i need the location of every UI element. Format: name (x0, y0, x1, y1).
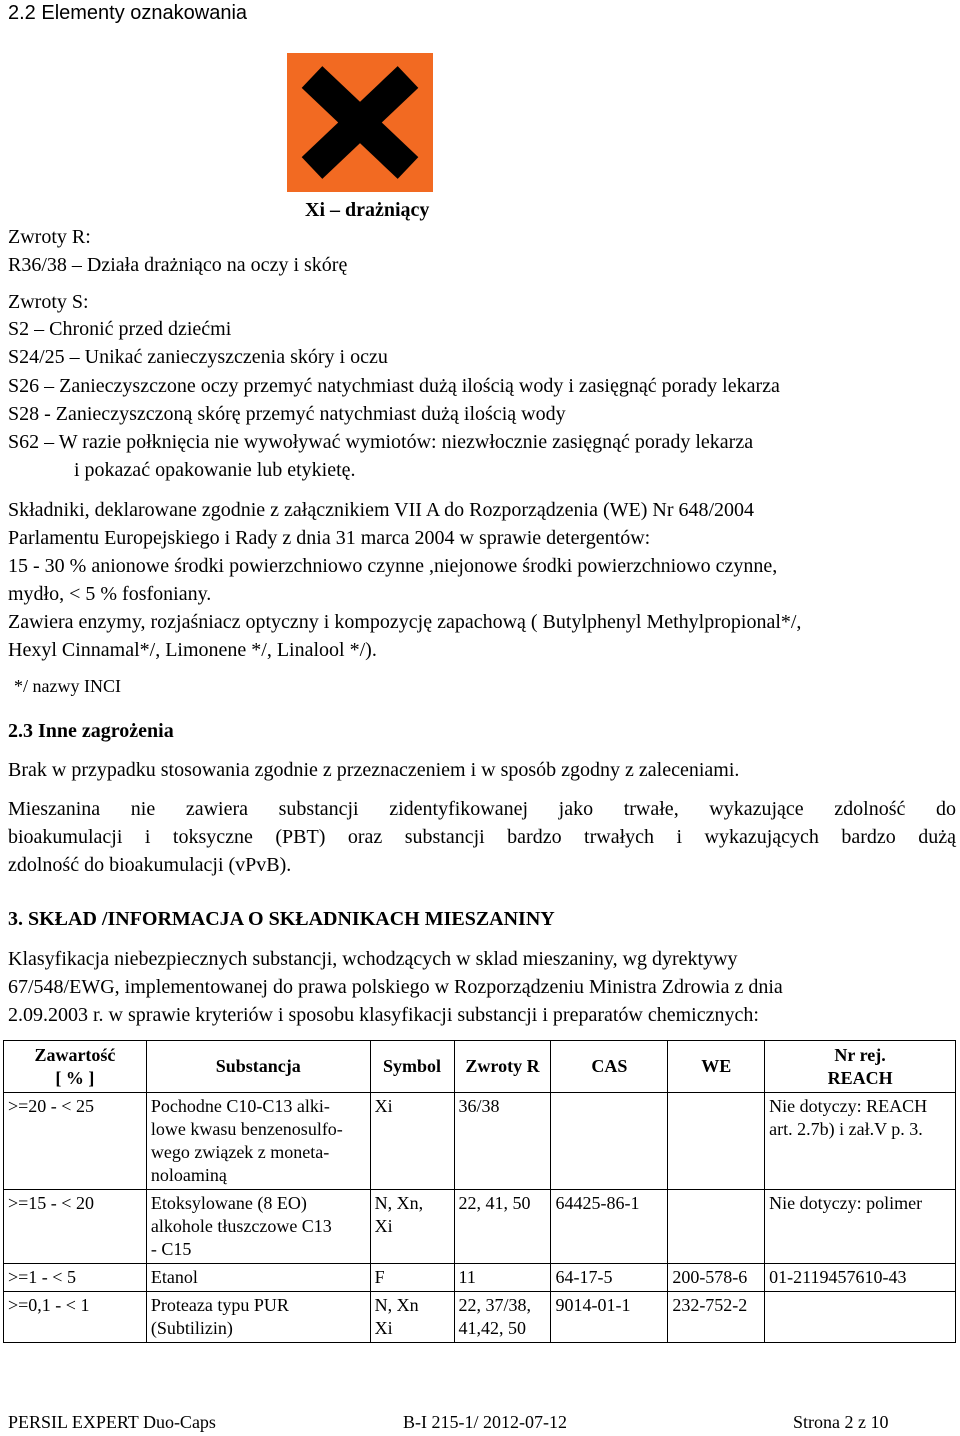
table-header-row (4, 1041, 956, 1093)
header-content (4, 1041, 147, 1093)
substance-line: Etanol (150, 1267, 198, 1287)
cell-r-phrases (454, 1264, 551, 1292)
section-title-2-2: 2.2 Elementy oznakowania (8, 2, 248, 24)
cell-symbol (370, 1264, 454, 1292)
header-cas: CAS (551, 1041, 668, 1093)
ingredients-line: Składniki, deklarowane zgodnie z załącznikiem VII A do Rozporządzenia (WE) Nr 648/2004 (8, 499, 755, 521)
cell-substance (146, 1264, 370, 1292)
cell-we: 200-578-6 (668, 1264, 765, 1292)
cell-substance (146, 1190, 370, 1264)
substance-line: wego związek z moneta- (150, 1142, 330, 1162)
footer-doc-ref: B-I 215-1/ 2012-07-12 (403, 1412, 567, 1432)
header-content-unit: [ % ] (55, 1067, 95, 1088)
symbol-line: N, Xn, (374, 1193, 424, 1213)
cell-reach (765, 1264, 956, 1292)
header-symbol: Symbol (370, 1041, 454, 1093)
cell-content: >=15 - < 20 (4, 1190, 147, 1264)
ingredients-line: 15 - 30 % anionowe środki powierzchniowo czynne ,niejonowe środki powierzchniowo czynne, (8, 555, 778, 577)
ingredients-line: Zawiera enzymy, rozjaśniacz optyczny i kompozycję zapachową ( Butylphenyl Methylpropional*/, (8, 611, 802, 633)
s-phrase-item: S28 - Zanieczyszczoną skórę przemyć natychmiast dużą ilością wody (8, 403, 566, 425)
r-phrase-item: R36/38 – Działa drażniąco na oczy i skórę (8, 254, 348, 276)
r-phrase-line: 22, 37/38, (458, 1295, 532, 1315)
cell-cas: 64425-86-1 (551, 1190, 668, 1264)
cell-symbol (370, 1093, 454, 1190)
symbol-line: Xi (374, 1318, 393, 1338)
substance-line: - C15 (150, 1239, 192, 1259)
s-phrase-item: S2 – Chronić przed dziećmi (8, 318, 232, 340)
cell-substance (146, 1093, 370, 1190)
symbol-line: F (374, 1267, 385, 1287)
footer-page-number: Strona 2 z 10 (793, 1412, 889, 1432)
cell-we (668, 1093, 765, 1190)
cell-substance (146, 1292, 370, 1343)
section-title-2-3: 2.3 Inne zagrożenia (8, 720, 174, 742)
cell-r-phrases (454, 1093, 551, 1190)
cell-we (668, 1190, 765, 1264)
header-content-line: Zawartość (34, 1044, 116, 1065)
table-row (4, 1264, 956, 1292)
table-row (4, 1190, 956, 1264)
header-r-phrases: Zwroty R (454, 1041, 551, 1093)
composition-table (3, 1040, 956, 1343)
reach-line: Nie dotyczy: polimer (769, 1193, 923, 1213)
section-title-3: 3. SKŁAD /INFORMACJA O SKŁADNIKACH MIESZANINY (8, 908, 555, 930)
classification-intro-line: 67/548/EWG, implementowanej do prawa polskiego w Rozporządzeniu Ministra Zdrowia z dnia (8, 976, 783, 998)
cell-cas: 64-17-5 (551, 1264, 668, 1292)
substance-line: noloaminą (150, 1165, 227, 1185)
header-we: WE (668, 1041, 765, 1093)
cell-r-phrases (454, 1292, 551, 1343)
cell-content: >=20 - < 25 (4, 1093, 147, 1190)
reach-line: 01-2119457610-43 (769, 1267, 907, 1287)
classification-intro-line: 2.09.2003 r. w sprawie kryteriów i sposobu klasyfikacji substancji i preparatów chemicznych: (8, 1004, 759, 1026)
s-phrases-label: Zwroty S: (8, 291, 89, 313)
ingredients-line: Parlamentu Europejskiego i Rady z dnia 31 marca 2004 w sprawie detergentów: (8, 527, 651, 549)
pbt-paragraph-line: bioakumulacji i toksyczne (PBT) oraz substancji bardzo trwałych i wykazujących bardzo dużą (8, 826, 956, 848)
symbol-line: Xi (374, 1216, 393, 1236)
cell-reach (765, 1093, 956, 1190)
substance-line: Proteaza typu PUR (150, 1295, 289, 1315)
ingredients-line: Hexyl Cinnamal*/, Limonene */, Linalool */). (8, 639, 377, 661)
xi-irritant-cross-icon (287, 53, 433, 192)
cell-content: >=0,1 - < 1 (4, 1292, 147, 1343)
s-phrase-item: S26 – Zanieczyszczone oczy przemyć natychmiast dużą ilością wody i zasięgnąć porady lekarza (8, 375, 780, 397)
cell-reach (765, 1292, 956, 1343)
cell-symbol (370, 1292, 454, 1343)
inci-footnote: */ nazwy INCI (14, 676, 121, 696)
pbt-paragraph-line: Mieszanina nie zawiera substancji zidentyfikowanej jako trwałe, wykazujące zdolność do (8, 798, 956, 820)
symbol-line: Xi (374, 1096, 393, 1116)
header-reach (765, 1041, 956, 1093)
cell-cas (551, 1093, 668, 1190)
s-phrase-item: S62 – W razie połknięcia nie wywoływać wymiotów: niezwłocznie zasięgnąć porady lekarza (8, 431, 754, 453)
substance-line: Etoksylowane (8 EO) (150, 1193, 307, 1213)
hazard-cross-graphic (287, 53, 433, 192)
header-reach-line: REACH (827, 1067, 893, 1088)
ingredients-line: mydło, < 5 % fosfoniany. (8, 583, 212, 605)
r-phrase-line: 22, 41, 50 (458, 1193, 531, 1213)
cell-we: 232-752-2 (668, 1292, 765, 1343)
table-row (4, 1292, 956, 1343)
substance-line: alkohole tłuszczowe C13 (150, 1216, 332, 1236)
pictogram-caption: Xi – drażniący (305, 199, 430, 221)
table-row (4, 1093, 956, 1190)
cell-symbol (370, 1190, 454, 1264)
s-phrase-item: S24/25 – Unikać zanieczyszczenia skóry i oczu (8, 346, 388, 368)
cell-content: >=1 - < 5 (4, 1264, 147, 1292)
reach-line: Nie dotyczy: REACH (769, 1096, 928, 1116)
r-phrase-line: 11 (458, 1267, 476, 1287)
footer-product: PERSIL EXPERT Duo-Caps (8, 1412, 216, 1432)
pbt-paragraph-line: zdolność do bioakumulacji (vPvB). (8, 854, 292, 876)
r-phrases-label: Zwroty R: (8, 226, 91, 248)
other-hazards-text: Brak w przypadku stosowania zgodnie z przeznaczeniem i w sposób zgodny z zaleceniami. (8, 759, 740, 781)
substance-line: Pochodne C10-C13 alki- (150, 1096, 330, 1116)
symbol-line: N, Xn (374, 1295, 419, 1315)
header-substance: Substancja (146, 1041, 370, 1093)
r-phrase-line: 41,42, 50 (458, 1318, 527, 1338)
cell-reach (765, 1190, 956, 1264)
classification-intro-line: Klasyfikacja niebezpiecznych substancji, wchodzących w sklad mieszaniny, wg dyrektywy (8, 948, 738, 970)
reach-line: art. 2.7b) i zał.V p. 3. (769, 1119, 923, 1139)
s-phrase-continuation: i pokazać opakowanie lub etykietę. (74, 459, 356, 481)
substance-line: lowe kwasu benzenosulfo- (150, 1119, 343, 1139)
cell-r-phrases (454, 1190, 551, 1264)
header-reach-line: Nr rej. (834, 1044, 886, 1065)
r-phrase-line: 36/38 (458, 1096, 500, 1116)
substance-line: (Subtilizin) (150, 1318, 233, 1338)
cell-cas: 9014-01-1 (551, 1292, 668, 1343)
